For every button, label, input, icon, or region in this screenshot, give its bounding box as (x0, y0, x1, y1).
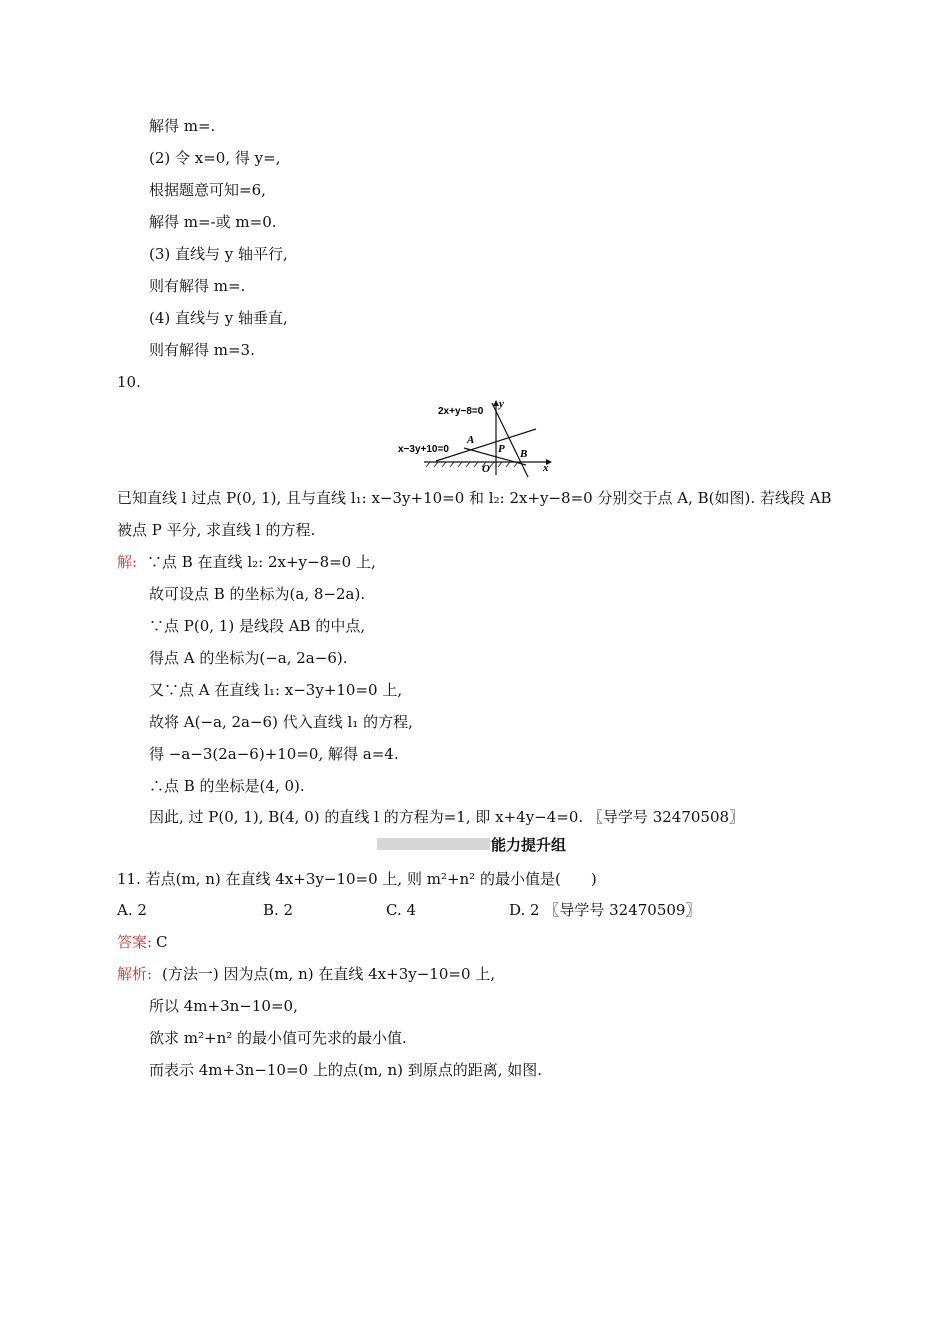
solution-line: ∴点 B 的坐标是(4, 0). (149, 777, 305, 795)
question-text: 11. 若点(m, n) 在直线 4x+3y−10=0 上, 则 m²+n² 的最小值是( ) (117, 870, 597, 888)
explanation-label: 解析: (117, 965, 153, 983)
question-text: 已知直线 l 过点 P(0, 1), 且与直线 l₁: x−3y+10=0 和 l₂: 2x+y−8=0 分别交于点 A, B(如图). 若线段 AB (117, 489, 832, 507)
solution-line: 得点 A 的坐标为(−a, 2a−6). (149, 649, 348, 667)
section-bar (377, 838, 490, 850)
label-x: x (543, 462, 549, 474)
label-l2: 2x+y−8=0 (438, 406, 484, 417)
solution-line: 又∵点 A 在直线 l₁: x−3y+10=0 上, (149, 681, 403, 699)
label-l1: x−3y+10=0 (398, 444, 449, 455)
text-line: 则有解得 m=. (149, 277, 246, 295)
text-line: (2) 令 x=0, 得 y=, (149, 149, 281, 167)
text-line: 根据题意可知=6, (149, 181, 266, 199)
text-line: (3) 直线与 y 轴平行, (149, 245, 288, 263)
answer-value: C (156, 933, 168, 951)
solution-line: ∵点 P(0, 1) 是线段 AB 的中点, (149, 617, 366, 635)
label-o: O (482, 463, 490, 475)
option-a: A. 2 (117, 901, 147, 919)
explanation-line: 所以 4m+3n−10=0, (149, 997, 298, 1015)
lines-intersection-figure (396, 395, 558, 479)
label-y: y (499, 398, 504, 410)
solution-line: 故可设点 B 的坐标为(a, 8−2a). (149, 585, 366, 603)
solution-line: 因此, 过 P(0, 1), B(4, 0) 的直线 l 的方程为=1, 即 x+4y−4=0. 〖导学号 32470508〗 (149, 808, 745, 826)
option-d: D. 2 〖导学号 32470509〗 (509, 901, 701, 919)
option-c: C. 4 (386, 901, 417, 919)
solution-line: ∵点 B 在直线 l₂: 2x+y−8=0 上, (147, 553, 376, 571)
label-p: P (498, 443, 505, 455)
option-b: B. 2 (263, 901, 294, 919)
label-b: B (520, 448, 528, 460)
text-line: 解得 m=. (149, 117, 216, 135)
solution-line: 得 −a−3(2a−6)+10=0, 解得 a=4. (149, 745, 399, 763)
explanation-line: (方法一) 因为点(m, n) 在直线 4x+3y−10=0 上, (162, 965, 496, 983)
solution-label: 解: (117, 553, 138, 571)
question-number: 10. (117, 373, 141, 391)
text-line: (4) 直线与 y 轴垂直, (149, 309, 288, 327)
explanation-line: 欲求 m²+n² 的最小值可先求的最小值. (149, 1029, 407, 1047)
axis-hatching (426, 462, 518, 467)
text-line: 则有解得 m=3. (149, 341, 255, 359)
text-line: 解得 m=-或 m=0. (149, 213, 277, 231)
line-l2 (492, 403, 528, 477)
label-a: A (467, 434, 475, 446)
solution-line: 故将 A(−a, 2a−6) 代入直线 l₁ 的方程, (149, 713, 413, 731)
section-title: 能力提升组 (491, 836, 567, 854)
explanation-line: 而表示 4m+3n−10=0 上的点(m, n) 到原点的距离, 如图. (149, 1061, 543, 1079)
answer-label: 答案: (117, 933, 153, 951)
question-text: 被点 P 平分, 求直线 l 的方程. (117, 521, 316, 539)
